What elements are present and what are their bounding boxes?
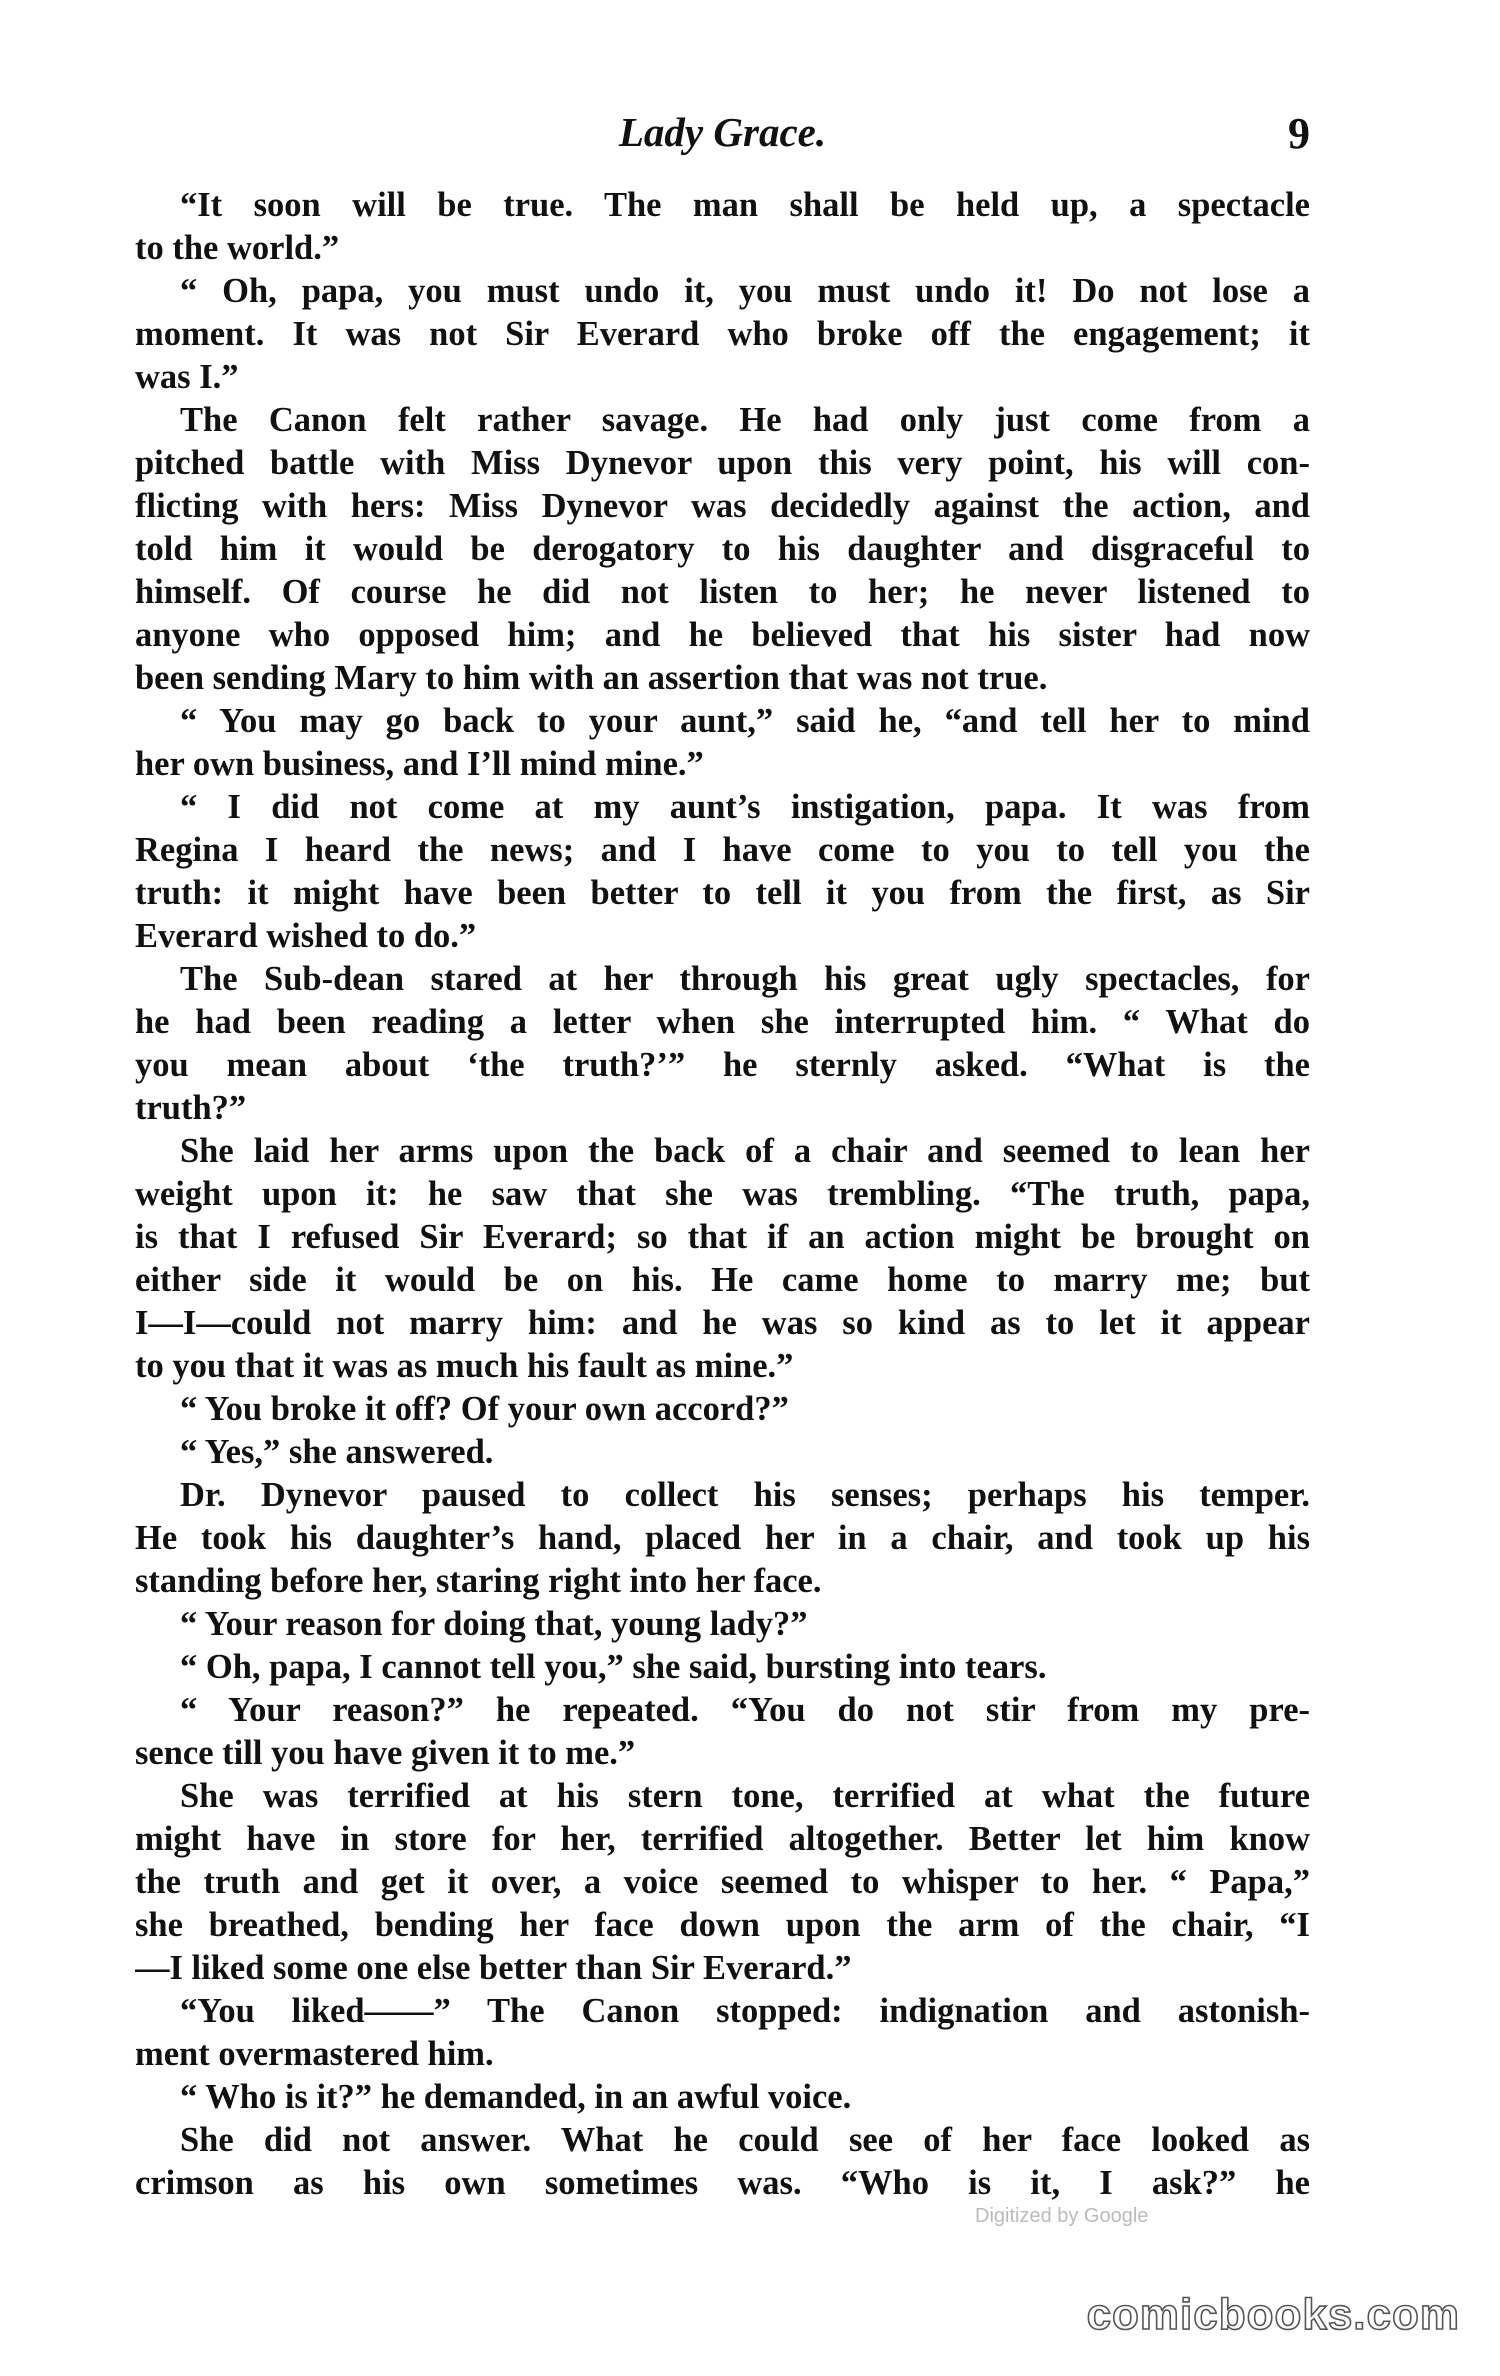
text-line: the truth and get it over, a voice seemed to whisper to her. “ Papa,”	[135, 1863, 1310, 1901]
text-line: truth: it might have been better to tell it you from the first, as Sir	[135, 874, 1310, 912]
text-line: she breathed, bending her face down upon the arm of the chair, “I	[135, 1906, 1310, 1944]
text-line: weight upon it: he saw that she was trembling. “The truth, papa,	[135, 1175, 1310, 1213]
text-line: “ I did not come at my aunt’s instigation, papa. It was from	[180, 788, 1310, 826]
text-line: anyone who opposed him; and he believed that his sister had now	[135, 616, 1310, 654]
text-line: himself. Of course he did not listen to her; he never listened to	[135, 573, 1310, 611]
text-line: been sending Mary to him with an assertion that was not true.	[135, 659, 1048, 697]
text-line: “ Who is it?” he demanded, in an awful voice.	[180, 2078, 852, 2116]
text-line: Regina I heard the news; and I have come to you to tell you the	[135, 831, 1310, 869]
text-line: Everard wished to do.”	[135, 917, 477, 955]
text-line: standing before her, staring right into her face.	[135, 1562, 822, 1600]
text-line: “It soon will be true. The man shall be held up, a spectacle	[180, 186, 1310, 224]
text-line: She laid her arms upon the back of a chair and seemed to lean her	[180, 1132, 1310, 1170]
text-line: She did not answer. What he could see of her face looked as	[180, 2121, 1310, 2159]
text-line: truth?”	[135, 1089, 247, 1127]
text-line: you mean about ‘the truth?’” he sternly asked. “What is the	[135, 1046, 1310, 1084]
text-line: The Canon felt rather savage. He had only just come from a	[180, 401, 1310, 439]
text-line: might have in store for her, terrified altogether. Better let him know	[135, 1820, 1310, 1858]
text-line: sence till you have given it to me.”	[135, 1734, 636, 1772]
text-line: The Sub-dean stared at her through his great ugly spectacles, for	[180, 960, 1310, 998]
text-line: to you that it was as much his fault as mine.”	[135, 1347, 794, 1385]
text-line: told him it would be derogatory to his daughter and disgraceful to	[135, 530, 1310, 568]
text-line: I—I—could not marry him: and he was so kind as to let it appear	[135, 1304, 1310, 1342]
text-line: either side it would be on his. He came home to marry me; but	[135, 1261, 1310, 1299]
text-line: Dr. Dynevor paused to collect his senses; perhaps his temper.	[180, 1476, 1310, 1514]
text-line: flicting with hers: Miss Dynevor was decidedly against the action, and	[135, 487, 1310, 525]
text-line: was I.”	[135, 358, 239, 396]
running-title: Lady Grace.	[618, 109, 827, 155]
text-line: pitched battle with Miss Dynevor upon this very point, his will con-	[135, 444, 1310, 482]
text-line: he had been reading a letter when she interrupted him. “ What do	[135, 1003, 1310, 1041]
text-line: ment overmastered him.	[135, 2035, 494, 2073]
text-line: She was terrified at his stern tone, terrified at what the future	[180, 1777, 1310, 1815]
text-line: “ Oh, papa, I cannot tell you,” she said, bursting into tears.	[180, 1648, 1047, 1686]
text-line: moment. It was not Sir Everard who broke off the engagement; it	[135, 315, 1310, 353]
body-text	[135, 184, 1310, 2205]
text-line: “ You may go back to your aunt,” said he, “and tell her to mind	[180, 702, 1310, 740]
text-line: “ Oh, papa, you must undo it, you must undo it! Do not lose a	[180, 272, 1310, 310]
text-line: is that I refused Sir Everard; so that if an action might be brought on	[135, 1218, 1310, 1256]
text-line: crimson as his own sometimes was. “Who is it, I ask?” he	[135, 2164, 1310, 2202]
text-line: —I liked some one else better than Sir Everard.”	[135, 1949, 852, 1987]
text-line: “You liked——” The Canon stopped: indignation and astonish-	[180, 1992, 1310, 2030]
page-number: 9	[1288, 109, 1310, 158]
text-line: “ Your reason for doing that, young lady?”	[180, 1605, 808, 1643]
text-line: “ Your reason?” he repeated. “You do not stir from my pre-	[180, 1691, 1310, 1729]
text-line: He took his daughter’s hand, placed her in a chair, and took up his	[135, 1519, 1310, 1557]
text-line: to the world.”	[135, 229, 340, 267]
text-line: her own business, and I’ll mind mine.”	[135, 745, 704, 783]
watermark: comicbooks.com	[1086, 2290, 1460, 2339]
text-line: “ You broke it off? Of your own accord?”	[180, 1390, 789, 1428]
page-header	[135, 108, 1310, 168]
digitized-notice: Digitized by Google	[975, 2205, 1149, 2227]
text-line: “ Yes,” she answered.	[180, 1433, 494, 1471]
